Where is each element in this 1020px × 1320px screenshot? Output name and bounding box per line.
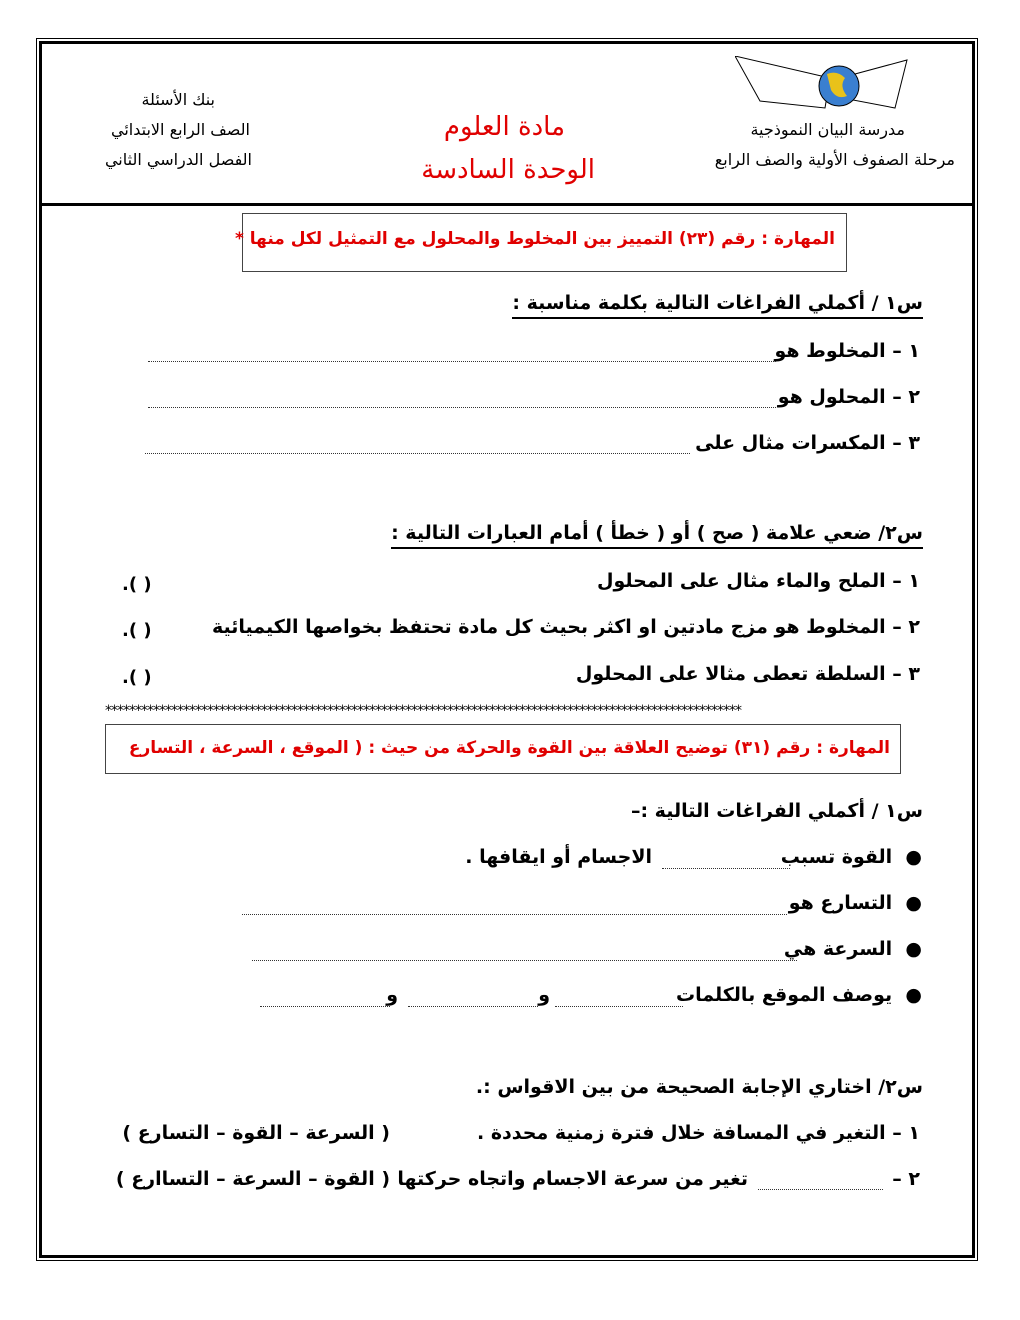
- answer-blank[interactable]: [145, 453, 690, 454]
- choices-2[interactable]: ( القوة – السرعة – التساارع ): [115, 1168, 390, 1190]
- s1-q2-item-2: ٢ – المخلوط هو مزج مادتين او اكثر بحيث كل مادة تحتفظ بخواصها الكيميائية: [212, 616, 920, 638]
- s1-q1-title: س١ / أكملي الفراغات التالية بكلمة مناسبة :: [512, 292, 923, 319]
- unit-title: الوحدة السادسة: [421, 155, 595, 185]
- s1-q1-item-3: ٣ – المكسرات مثال على: [695, 432, 920, 454]
- answer-blank[interactable]: [408, 1006, 538, 1007]
- conjunction: و: [386, 984, 398, 1006]
- bullet-text: السرعة هي: [783, 938, 893, 960]
- s2-q2-title: س٢/ اختاري الإجابة الصحيحة من بين الاقواس :.: [475, 1076, 923, 1098]
- bullet-item-1-tail: الاجسام أو ايقافها .: [465, 846, 652, 868]
- s2-q2-item-2: تغير من سرعة الاجسام واتجاه حركتها: [397, 1168, 748, 1190]
- bullet-text: يوصف الموقع بالكلمات: [676, 984, 893, 1006]
- answer-blank[interactable]: [758, 1189, 883, 1190]
- choices-1[interactable]: ( السرعة – القوة – التسارع ): [122, 1122, 390, 1144]
- school-logo: [735, 56, 910, 112]
- s1-q2-item-1: ١ – الملح والماء مثال على المحلول: [596, 570, 920, 592]
- s2-q2-item-2-num: ٢ –: [892, 1168, 920, 1190]
- answer-blank[interactable]: [555, 1006, 683, 1007]
- answer-blank[interactable]: [252, 960, 797, 961]
- bullet-item-2: ● التسارع هو: [788, 892, 922, 914]
- bullet-item-3: ● السرعة هي: [783, 938, 922, 960]
- s2-q2-item-1: ١ – التغير في المسافة خلال فترة زمنية محددة .: [476, 1122, 920, 1144]
- grade-label: الصف الرابع الابتدائي: [111, 120, 250, 139]
- bullet-text: التسارع هو: [788, 892, 893, 914]
- answer-blank[interactable]: [662, 868, 790, 869]
- answer-blank[interactable]: [260, 1006, 390, 1007]
- header-divider: [40, 203, 974, 206]
- answer-blank[interactable]: [148, 407, 776, 408]
- conjunction: و: [538, 984, 550, 1006]
- answer-blank[interactable]: [148, 361, 776, 362]
- skill-31-text: المهارة : رقم (٣١) توضيح العلاقة بين القوة والحركة من حيث : ( الموقع ، السرعة ، التسارع: [128, 738, 890, 758]
- s1-q2-item-3: ٣ – السلطة تعطى مثالا على المحلول: [575, 663, 920, 685]
- bullet-text: القوة تسبب: [780, 846, 893, 868]
- true-false-blank[interactable]: .( ): [122, 667, 152, 688]
- s2-q1-title: س١ / أكملي الفراغات التالية :–: [630, 800, 923, 822]
- answer-blank[interactable]: [242, 914, 787, 915]
- subject-title: مادة العلوم: [443, 112, 565, 142]
- bullet-item-1: ● القوة تسبب: [780, 846, 922, 868]
- s1-q1-item-1: ١ – المخلوط هو: [774, 340, 920, 362]
- question-bank-label: بنك الأسئلة: [141, 90, 215, 109]
- s1-q1-item-2: ٢ – المحلول هو: [777, 386, 920, 408]
- bullet-item-4: ● يوصف الموقع بالكلمات: [676, 984, 922, 1006]
- school-stage: مرحلة الصفوف الأولية والصف الرابع: [714, 150, 955, 169]
- star-separator: **********************************************************************************************************: [105, 703, 741, 719]
- skill-23-text: المهارة : رقم (٢٣) التمييز بين المخلوط والمحلول مع التمثيل لكل منها *: [234, 229, 835, 249]
- school-name: مدرسة البيان النموذجية: [750, 120, 905, 139]
- true-false-blank[interactable]: .( ): [122, 620, 152, 641]
- s1-q2-title: س٢/ ضعي علامة ( صح ) أو ( خطأ ) أمام العبارات التالية :: [391, 522, 923, 549]
- term-label: الفصل الدراسي الثاني: [104, 150, 252, 169]
- true-false-blank[interactable]: .( ): [122, 574, 152, 595]
